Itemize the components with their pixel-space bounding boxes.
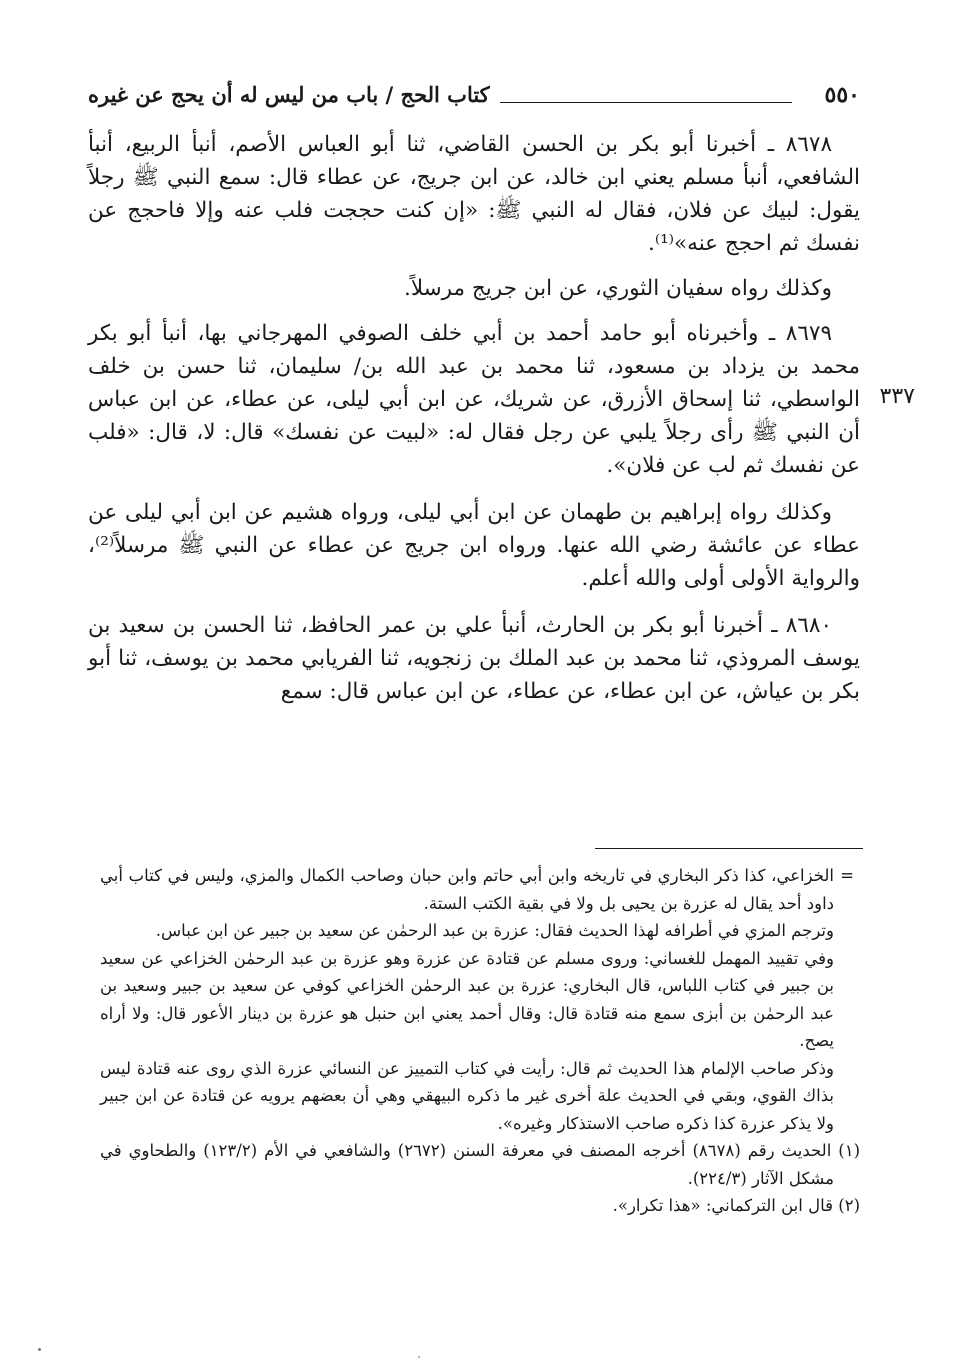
- hadith-8678: ٨٦٧٨ ـ أخبرنا أبو بكر بن الحسن القاضي، ثنا أبو العباس الأصم، أنبأ الربيع، أنبأ الشافعي، أنبأ مسلم يعني ابن خالد، عن ابن جريج، عن عطاء قال: سمع النبي ﷺ رجلاً يقول: لبيك عن فلان، فقال له النبي ﷺ: «إن كنت حججت فلب عنه وإلا فاحجج عن نفسك ثم احجج عنه»⁽¹⁾.: [88, 132, 860, 256]
- hadith-8680: ٨٦٨٠ ـ أخبرنا أبو بكر بن الحارث، أنبأ علي بن عمر الحافظ، ثنا الحسن بن سعيد بن يوسف المروذي، ثنا محمد بن عبد الملك بن زنجويه، ثنا الفريابي محمد بن يوسف، ثنا أبو بكر بن عياش، عن ابن عطاء، عن عطاء، عن ابن عباس قال: سمع: [88, 613, 860, 704]
- manuscript-page-marker: ٣٣٧: [879, 384, 915, 409]
- footnote-continuation: وذكر صاحب الإلمام هذا الحديث ثم قال: رأيت في كتاب التمييز عن النسائي عزرة الذي روى عنه قتادة ليس بذاك القوي، وبقي في الحديث علة أخرى غير ما ذكره البيهقي وهي أن بعضهم يرويه عن قتادة عن ابن جبير ولا يذكر عزرة كذا ذكره صاحب الاستذكار وغيره».: [100, 1058, 834, 1133]
- commentary-paragraph: وكذلك رواه سفيان الثوري، عن ابن جريج مرسلاً.: [404, 276, 832, 301]
- scan-speck: [38, 1348, 41, 1351]
- footnote-continuation: [100, 862, 860, 917]
- footnote-continuation: وفي تقييد المهمل للغساني: وروى مسلم عن قتادة عن عزرة وهو عزرة بن عبد الرحمٰن الخزاعي عن سعيد بن جبير في كتاب اللباس، قال البخاري: عزرة بن عبد الرحمٰن الخزاعي كوفي عن سعيد بن جبير وسعيد بن عبد الرحمٰن بن أبزى سمع منه قتادة قال: وقال أحمد يعني ابن حنبل هو عزرة بن دينار الأعور قال: ولا أراه يصح.: [100, 948, 834, 1050]
- commentary-paragraph: وكذلك رواه إبراهيم بن طهمان عن ابن أبي ليلى، ورواه هشيم عن ابن أبي ليلى عن عطاء عن عائشة رضي الله عنها. ورواه ابن جريج عن عطاء عن النبي ﷺ مرسلاً⁽²⁾، والرواية الأولى أولى والله أعلم.: [88, 500, 860, 591]
- main-text: [88, 128, 860, 720]
- footnote-text: الخزاعي، كذا ذكر البخاري في تاريخه وابن أبي حاتم وابن حبان وصاحب الكمال والمزي، وليس في كتاب أبي داود أحد يقال له عزرة بن يحيى بل ولا في بقية الكتب الستة.: [100, 866, 834, 913]
- header-rule: [500, 102, 792, 103]
- running-header: [88, 78, 860, 118]
- footnote-rule: [595, 848, 863, 849]
- hadith-8679: ٨٦٧٩ ـ وأخبرناه أبو حامد أحمد بن أبي خلف الصوفي المهرجاني بها، أنبأ أبو بكر محمد بن يزداد بن مسعود، ثنا محمد بن عبد الله بن/ سليمان، ثنا حسن بن خلف الواسطي، ثنا إسحاق الأزرق، عن شريك، عن ابن أبي ليلى، عن عطاء، عن ابن عباس أن النبي ﷺ رأى رجلاً يلبي عن رجل فقال له: «لبيت عن نفسك» قال: لا، قال: «فلب عن نفسك ثم لب عن فلان».: [88, 321, 860, 478]
- footnote-continuation: وترجم المزي في أطرافه لهذا الحديث فقال: عزرة بن عبد الرحمٰن عن سعيد بن جبير عن ابن عباس.: [155, 921, 834, 940]
- footnote-2: (٢) قال ابن التركماني: «هذا تكرار».: [612, 1196, 860, 1215]
- footnotes: [100, 862, 860, 1220]
- page-number: ٥٥٠: [824, 82, 860, 108]
- continuation-marker: =: [840, 866, 854, 885]
- chapter-title: كتاب الحج / باب من ليس له أن يحج عن غيره: [88, 82, 490, 107]
- scan-speck: [418, 1356, 420, 1358]
- footnote-1: (١) الحديث رقم (٨٦٧٨) أخرجه المصنف في معرفة السنن (٢٦٧٢) والشافعي في الأم (١٢٣/٢) والطحاوي في مشكل الآثار (٢٢٤/٣).: [100, 1141, 860, 1188]
